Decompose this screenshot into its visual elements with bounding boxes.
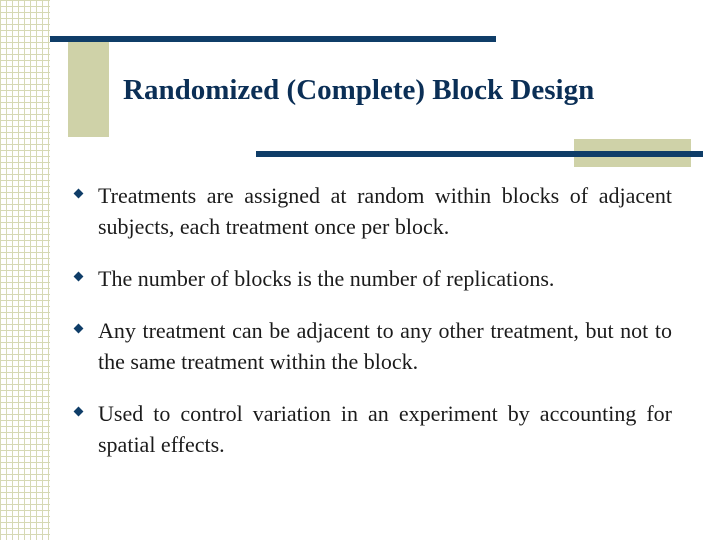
bullet-text: Treatments are assigned at random within blocks of adjacent subjects, each treatment once per block.: [98, 183, 672, 239]
bullet-text: Any treatment can be adjacent to any other treatment, but not to the same treatment within the block.: [98, 318, 672, 374]
diamond-bullet-icon: [74, 189, 84, 199]
diamond-bullet-icon: [74, 324, 84, 334]
bullet-text: Used to control variation in an experiment by accounting for spatial effects.: [98, 401, 672, 457]
accent-block-left: [68, 40, 109, 137]
bullet-item: [72, 180, 672, 242]
bullet-text: The number of blocks is the number of replications.: [98, 266, 555, 291]
bullet-item: [72, 398, 672, 460]
slide-title: Randomized (Complete) Block Design: [123, 74, 595, 106]
decorative-grid-strip: [0, 0, 50, 540]
bullet-list: [72, 180, 672, 460]
bullet-item: [72, 315, 672, 377]
title-rule-top: [50, 36, 496, 42]
diamond-bullet-icon: [74, 407, 84, 417]
bullet-item: [72, 263, 672, 294]
title-rule-bottom: [256, 151, 703, 157]
diamond-bullet-icon: [74, 272, 84, 282]
